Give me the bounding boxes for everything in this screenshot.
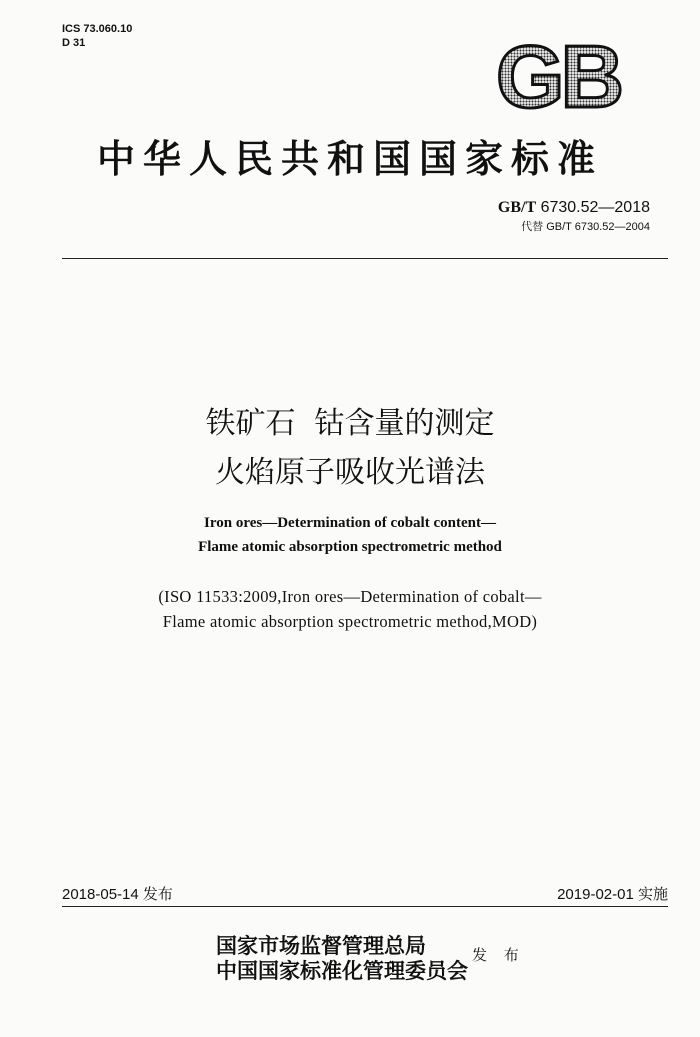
- ics-code: ICS 73.060.10: [62, 23, 133, 35]
- standard-number: [498, 199, 650, 217]
- english-title-line1: Iron ores—Determination of cobalt content—: [204, 515, 496, 531]
- classification-codes: [62, 22, 132, 50]
- ccs-code: D 31: [62, 37, 86, 49]
- issuer-line2: 中国国家标准化管理委员会: [216, 958, 468, 983]
- national-standard-title: 中华人民共和国国家标准: [96, 136, 603, 181]
- issuer-line1: 国家市场监督管理总局: [216, 933, 426, 958]
- iso-reference-line1: (ISO 11533:2009,Iron ores—Determination of cobalt—: [158, 587, 542, 606]
- standard-number-block: [498, 199, 650, 234]
- header-divider: [62, 258, 668, 259]
- standard-code-number: 6730.52—2018: [540, 199, 650, 216]
- chinese-title-line1: 铁矿石 钴含量的测定: [205, 406, 495, 441]
- publish-label: 发 布: [472, 946, 525, 964]
- gb-logo-text: GB: [496, 37, 620, 117]
- issue-date: 2018-05-14 发布: [62, 886, 173, 903]
- replaces-standard: 代替 GB/T 6730.52—2004: [521, 221, 650, 233]
- chinese-title-line2: 火焰原子吸收光谱法: [215, 455, 485, 490]
- english-title-line2: Flame atomic absorption spectrometric method: [198, 539, 502, 555]
- footer-divider: [62, 906, 668, 907]
- gb-logo: [483, 37, 633, 117]
- effective-date: 2019-02-01 实施: [557, 886, 668, 903]
- iso-reference-line2: Flame atomic absorption spectrometric method,MOD): [162, 612, 538, 631]
- standard-code-prefix: GB/T: [497, 199, 537, 216]
